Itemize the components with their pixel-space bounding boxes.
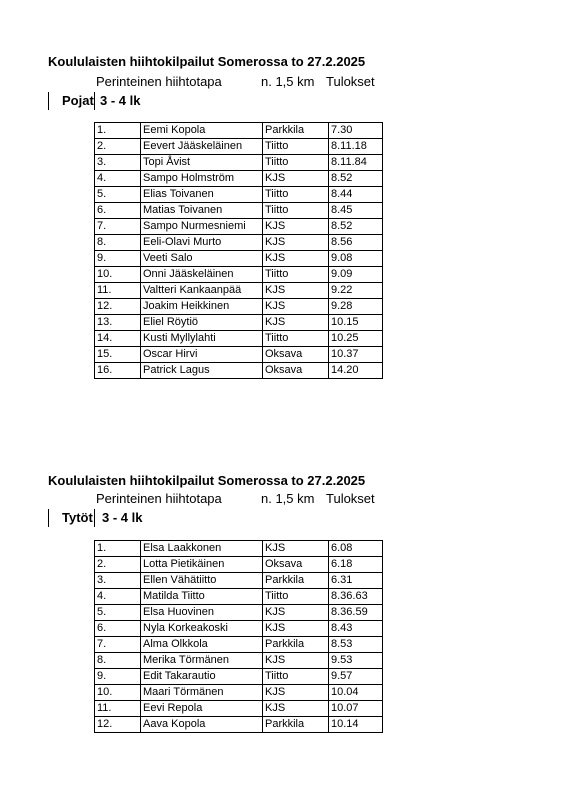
name-cell: Nyla Korkeakoski	[141, 621, 263, 637]
distance: n. 1,5 km	[261, 491, 315, 506]
time-cell: 8.52	[329, 171, 383, 187]
time-cell: 8.43	[329, 621, 383, 637]
table-row	[95, 685, 383, 701]
time-cell: 8.45	[329, 203, 383, 219]
place-cell: 11.	[95, 283, 141, 299]
club-cell: Tiitto	[263, 139, 329, 155]
club-cell: Tiitto	[263, 187, 329, 203]
club-cell: KJS	[263, 219, 329, 235]
results-label: Tulokset	[326, 74, 375, 89]
place-cell: 12.	[95, 717, 141, 733]
time-cell: 9.22	[329, 283, 383, 299]
time-cell: 8.52	[329, 219, 383, 235]
club-cell: Tiitto	[263, 331, 329, 347]
time-cell: 9.09	[329, 267, 383, 283]
table-row	[95, 541, 383, 557]
place-cell: 6.	[95, 203, 141, 219]
club-cell: Oksava	[263, 557, 329, 573]
class-label: 3 - 4 lk	[102, 510, 143, 525]
name-cell: Alma Olkkola	[141, 637, 263, 653]
time-cell: 8.44	[329, 187, 383, 203]
place-cell: 10.	[95, 685, 141, 701]
name-cell: Onni Jääskeläinen	[141, 267, 263, 283]
table-row	[95, 605, 383, 621]
name-cell: Ellen Vähätiitto	[141, 573, 263, 589]
time-cell: 10.15	[329, 315, 383, 331]
name-cell: Maari Törmänen	[141, 685, 263, 701]
text-cursor	[94, 509, 95, 527]
table-row	[95, 187, 383, 203]
club-cell: Tiitto	[263, 669, 329, 685]
place-cell: 2.	[95, 557, 141, 573]
place-cell: 8.	[95, 235, 141, 251]
time-cell: 10.14	[329, 717, 383, 733]
club-cell: Parkkila	[263, 123, 329, 139]
time-cell: 10.25	[329, 331, 383, 347]
name-cell: Merika Törmänen	[141, 653, 263, 669]
place-cell: 3.	[95, 573, 141, 589]
place-cell: 5.	[95, 187, 141, 203]
club-cell: KJS	[263, 299, 329, 315]
place-cell: 12.	[95, 299, 141, 315]
place-cell: 7.	[95, 219, 141, 235]
club-cell: KJS	[263, 315, 329, 331]
table-row	[95, 637, 383, 653]
name-cell: Eevert Jääskeläinen	[141, 139, 263, 155]
time-cell: 8.11.18	[329, 139, 383, 155]
table-row	[95, 219, 383, 235]
club-cell: Parkkila	[263, 573, 329, 589]
table-row	[95, 123, 383, 139]
text-cursor	[48, 92, 49, 110]
name-cell: Eliel Röytiö	[141, 315, 263, 331]
name-cell: Eevi Repola	[141, 701, 263, 717]
club-cell: Tiitto	[263, 203, 329, 219]
club-cell: KJS	[263, 541, 329, 557]
time-cell: 6.08	[329, 541, 383, 557]
group-label: Tytöt	[62, 510, 93, 525]
time-cell: 9.08	[329, 251, 383, 267]
time-cell: 9.53	[329, 653, 383, 669]
table-row	[95, 717, 383, 733]
results-table	[94, 540, 383, 733]
club-cell: KJS	[263, 621, 329, 637]
club-cell: Oksava	[263, 363, 329, 379]
time-cell: 9.57	[329, 669, 383, 685]
name-cell: Elias Toivanen	[141, 187, 263, 203]
table-row	[95, 653, 383, 669]
name-cell: Edit Takarautio	[141, 669, 263, 685]
text-cursor	[48, 509, 49, 527]
club-cell: Parkkila	[263, 717, 329, 733]
table-row	[95, 621, 383, 637]
table-row	[95, 251, 383, 267]
table-row	[95, 315, 383, 331]
table-row	[95, 267, 383, 283]
place-cell: 4.	[95, 589, 141, 605]
table-row	[95, 235, 383, 251]
table-row	[95, 363, 383, 379]
place-cell: 7.	[95, 637, 141, 653]
table-row	[95, 589, 383, 605]
name-cell: Patrick Lagus	[141, 363, 263, 379]
club-cell: Tiitto	[263, 155, 329, 171]
name-cell: Eeli-Olavi Murto	[141, 235, 263, 251]
table-row	[95, 299, 383, 315]
time-cell: 8.36.59	[329, 605, 383, 621]
club-cell: Parkkila	[263, 637, 329, 653]
time-cell: 14.20	[329, 363, 383, 379]
time-cell: 6.31	[329, 573, 383, 589]
place-cell: 2.	[95, 139, 141, 155]
section-title: Koululaisten hiihtokilpailut Somerossa to 27.2.2025	[48, 473, 366, 488]
table-row	[95, 171, 383, 187]
club-cell: KJS	[263, 235, 329, 251]
place-cell: 11.	[95, 701, 141, 717]
table-row	[95, 669, 383, 685]
table-row	[95, 139, 383, 155]
club-cell: KJS	[263, 685, 329, 701]
text-cursor	[94, 92, 95, 110]
club-cell: KJS	[263, 653, 329, 669]
name-cell: Matias Toivanen	[141, 203, 263, 219]
place-cell: 4.	[95, 171, 141, 187]
place-cell: 9.	[95, 669, 141, 685]
distance: n. 1,5 km	[261, 74, 315, 89]
table-row	[95, 701, 383, 717]
place-cell: 14.	[95, 331, 141, 347]
name-cell: Topi Åvist	[141, 155, 263, 171]
club-cell: KJS	[263, 251, 329, 267]
place-cell: 16.	[95, 363, 141, 379]
place-cell: 5.	[95, 605, 141, 621]
group-label: Pojat	[62, 93, 94, 108]
time-cell: 8.53	[329, 637, 383, 653]
club-cell: Tiitto	[263, 267, 329, 283]
ski-style: Perinteinen hiihtotapa	[96, 491, 222, 506]
results-table	[94, 122, 383, 379]
club-cell: Oksava	[263, 347, 329, 363]
name-cell: Oscar Hirvi	[141, 347, 263, 363]
name-cell: Veeti Salo	[141, 251, 263, 267]
time-cell: 8.11.84	[329, 155, 383, 171]
place-cell: 13.	[95, 315, 141, 331]
club-cell: Tiitto	[263, 589, 329, 605]
table-row	[95, 283, 383, 299]
name-cell: Lotta Pietikäinen	[141, 557, 263, 573]
name-cell: Valtteri Kankaanpää	[141, 283, 263, 299]
club-cell: KJS	[263, 283, 329, 299]
name-cell: Sampo Holmström	[141, 171, 263, 187]
time-cell: 6.18	[329, 557, 383, 573]
place-cell: 15.	[95, 347, 141, 363]
time-cell: 7.30	[329, 123, 383, 139]
time-cell: 10.37	[329, 347, 383, 363]
club-cell: KJS	[263, 605, 329, 621]
section-title: Koululaisten hiihtokilpailut Somerossa to 27.2.2025	[48, 54, 366, 69]
place-cell: 1.	[95, 541, 141, 557]
time-cell: 10.07	[329, 701, 383, 717]
place-cell: 1.	[95, 123, 141, 139]
name-cell: Sampo Nurmesniemi	[141, 219, 263, 235]
time-cell: 10.04	[329, 685, 383, 701]
ski-style: Perinteinen hiihtotapa	[96, 74, 222, 89]
club-cell: KJS	[263, 701, 329, 717]
time-cell: 9.28	[329, 299, 383, 315]
name-cell: Kusti Myllylahti	[141, 331, 263, 347]
name-cell: Elsa Laakkonen	[141, 541, 263, 557]
name-cell: Matilda Tiitto	[141, 589, 263, 605]
time-cell: 8.36.63	[329, 589, 383, 605]
table-row	[95, 573, 383, 589]
table-row	[95, 203, 383, 219]
name-cell: Elsa Huovinen	[141, 605, 263, 621]
place-cell: 6.	[95, 621, 141, 637]
table-row	[95, 347, 383, 363]
place-cell: 8.	[95, 653, 141, 669]
place-cell: 9.	[95, 251, 141, 267]
name-cell: Eemi Kopola	[141, 123, 263, 139]
place-cell: 10.	[95, 267, 141, 283]
table-row	[95, 155, 383, 171]
class-label: 3 - 4 lk	[100, 93, 141, 108]
name-cell: Aava Kopola	[141, 717, 263, 733]
time-cell: 8.56	[329, 235, 383, 251]
table-row	[95, 331, 383, 347]
results-label: Tulokset	[326, 491, 375, 506]
club-cell: KJS	[263, 171, 329, 187]
table-row	[95, 557, 383, 573]
name-cell: Joakim Heikkinen	[141, 299, 263, 315]
place-cell: 3.	[95, 155, 141, 171]
